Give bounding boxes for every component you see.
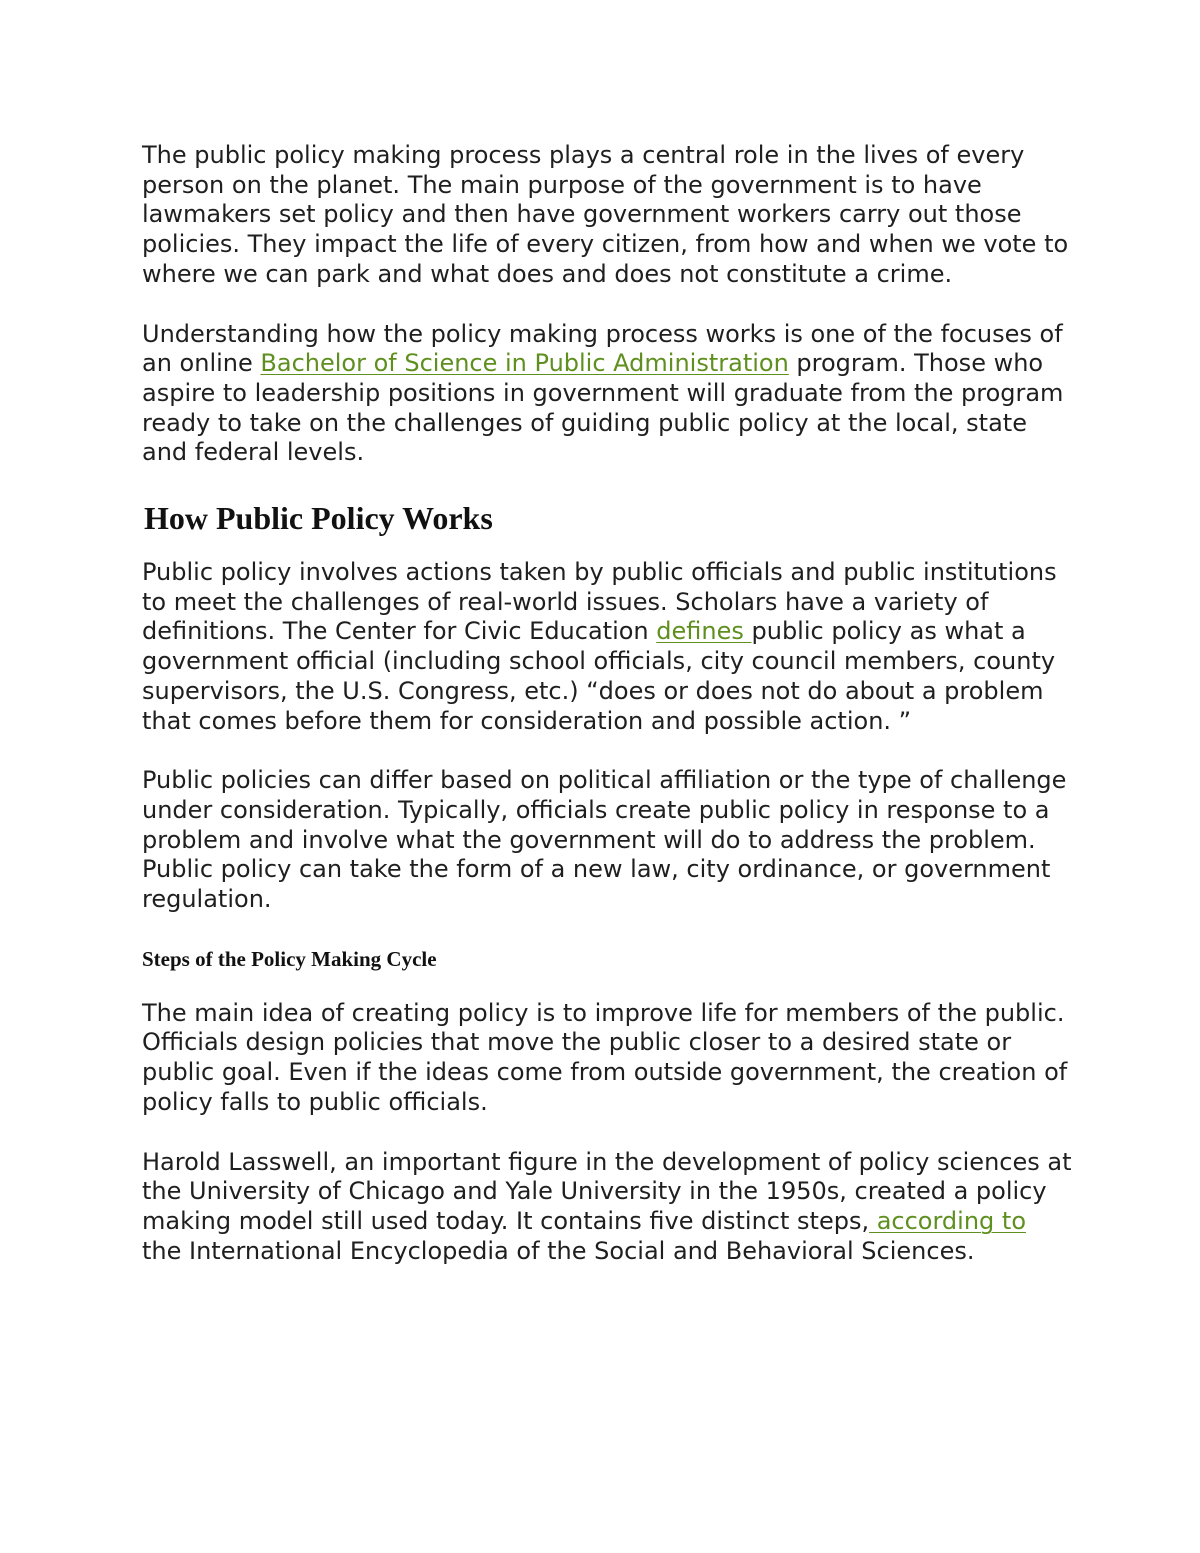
definition-text-after: public policy as what a government official (including school officials, city council members, county supervisors, the U.S. Congress, etc.) “does or does not do about a problem that comes before them for consideration and possible action. ” [142, 617, 1056, 735]
defines-link[interactable]: defines [656, 617, 752, 646]
definition-text-before: Public policy involves actions taken by public officials and public institutions to meet the challenges of real-world issues. Scholars have a variety of definitions. The Center for Civic Education [142, 558, 1057, 646]
definition-paragraph [142, 558, 1072, 736]
lasswell-text-after: the International Encyclopedia of the Social and Behavioral Sciences. [142, 1236, 975, 1265]
intro-text: The public policy making process plays a central role in the lives of every person on the planet. The main purpose of the government is to have lawmakers set policy and then have government workers carry out those policies. They impact the life of every citizen, from how and when we vote to where we can park and what does and does not constitute a crime. [142, 141, 1069, 288]
main-idea-text: The main idea of creating policy is to improve life for members of the public. Officials design policies that move the public closer to a desired state or public goal. Even if the ideas come from outside government, the creation of policy falls to public officials. [142, 998, 1068, 1116]
differences-text: Public policies can differ based on political affiliation or the type of challenge under consideration. Typically, officials create public policy in response to a problem and involve what the government will do to address the problem. Public policy can take the form of a new law, city ordinance, or government regulation. [142, 766, 1067, 914]
lasswell-paragraph [142, 1148, 1072, 1267]
program-paragraph [142, 320, 1072, 469]
section-heading-steps-of-cycle: Steps of the Policy Making Cycle [142, 946, 437, 971]
program-text-after: program. Those who aspire to leadership positions in government will graduate from the program ready to take on the challenges of guiding public policy at the local, state and federal levels. [142, 349, 1064, 467]
lasswell-text-before: Harold Lasswell, an important figure in the development of policy sciences at the University of Chicago and Yale University in the 1950s, created a policy making model still used today. It contains five distinct steps, [142, 1147, 1072, 1235]
according-to-link[interactable]: according to [869, 1206, 1027, 1235]
section-heading-how-public-policy-works: How Public Policy Works [144, 500, 493, 537]
program-text-before: Understanding how the policy making process works is one of the focuses of an online [142, 319, 1063, 378]
bachelor-program-link[interactable]: Bachelor of Science in Public Administration [260, 349, 789, 378]
intro-paragraph [142, 141, 1072, 290]
main-idea-paragraph [142, 999, 1072, 1118]
document-body [142, 141, 1072, 1296]
differences-paragraph [142, 766, 1072, 915]
